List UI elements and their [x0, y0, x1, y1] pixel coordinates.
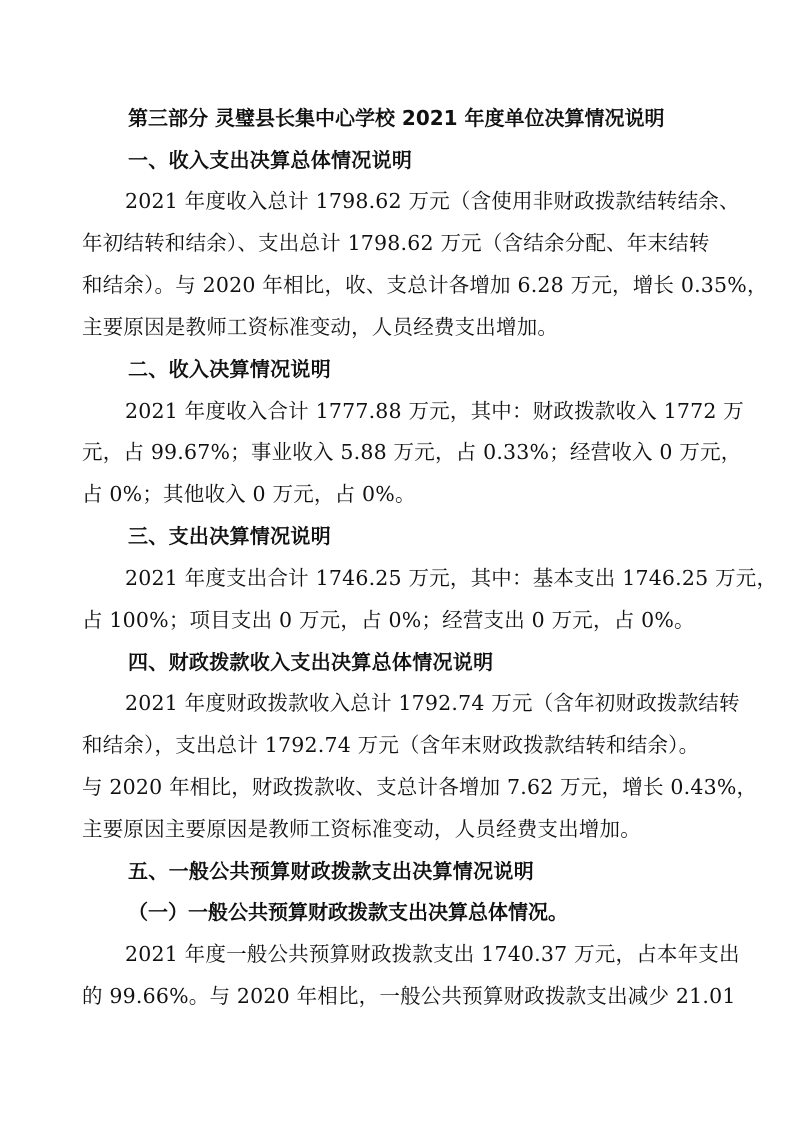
paragraph-line: 的 99.66%。与 2020 年相比，一般公共预算财政拨款支出减少 21.01: [82, 984, 736, 1008]
section-heading-2: 二、收入决算情况说明: [128, 357, 331, 381]
paragraph-line: 年初结转和结余）、支出总计 1798.62 万元（含结余分配、年末结转: [82, 231, 710, 255]
section-heading-3: 三、支出决算情况说明: [128, 524, 331, 548]
paragraph-line: 主要原因主要原因是教师工资标准变动，人员经费支出增加。: [82, 817, 641, 841]
paragraph-line: 主要原因是教师工资标准变动，人员经费支出增加。: [82, 315, 559, 339]
paragraph-line: 和结余），支出总计 1792.74 万元（含年末财政拨款结转和结余）。: [82, 733, 700, 757]
paragraph-line: 2021 年度收入总计 1798.62 万元（含使用非财政拨款结转结余、: [125, 189, 740, 213]
page-title: 第三部分 灵璧县长集中心学校 2021 年度单位决算情况说明: [128, 106, 665, 130]
paragraph-line: 2021 年度支出合计 1746.25 万元，其中：基本支出 1746.25 万元，: [125, 566, 778, 590]
paragraph-line: 和结余）。与 2020 年相比，收、支总计各增加 6.28 万元，增长 0.35%，: [82, 273, 768, 297]
section-heading-5: 五、一般公共预算财政拨款支出决算情况说明: [128, 859, 534, 883]
section-heading-4: 四、财政拨款收入支出决算总体情况说明: [128, 650, 494, 674]
paragraph-line: 占 100%；项目支出 0 万元，占 0%；经营支出 0 万元，占 0%。: [82, 608, 695, 632]
paragraph-line: 2021 年度财政拨款收入总计 1792.74 万元（含年初财政拨款结转: [125, 691, 740, 715]
section-subheading: （一）一般公共预算财政拨款支出决算总体情况。: [128, 900, 568, 924]
paragraph-line: 2021 年度一般公共预算财政拨款支出 1740.37 万元，占本年支出: [125, 942, 740, 966]
section-heading-1: 一、收入支出决算总体情况说明: [128, 148, 413, 172]
paragraph-line: 占 0%；其他收入 0 万元，占 0%。: [82, 482, 416, 506]
paragraph-line: 2021 年度收入合计 1777.88 万元，其中：财政拨款收入 1772 万: [125, 399, 744, 423]
paragraph-line: 与 2020 年相比，财政拨款收、支总计各增加 7.62 万元，增长 0.43%，: [82, 775, 758, 799]
paragraph-line: 元，占 99.67%；事业收入 5.88 万元，占 0.33%；经营收入 0 万元，: [82, 440, 742, 464]
